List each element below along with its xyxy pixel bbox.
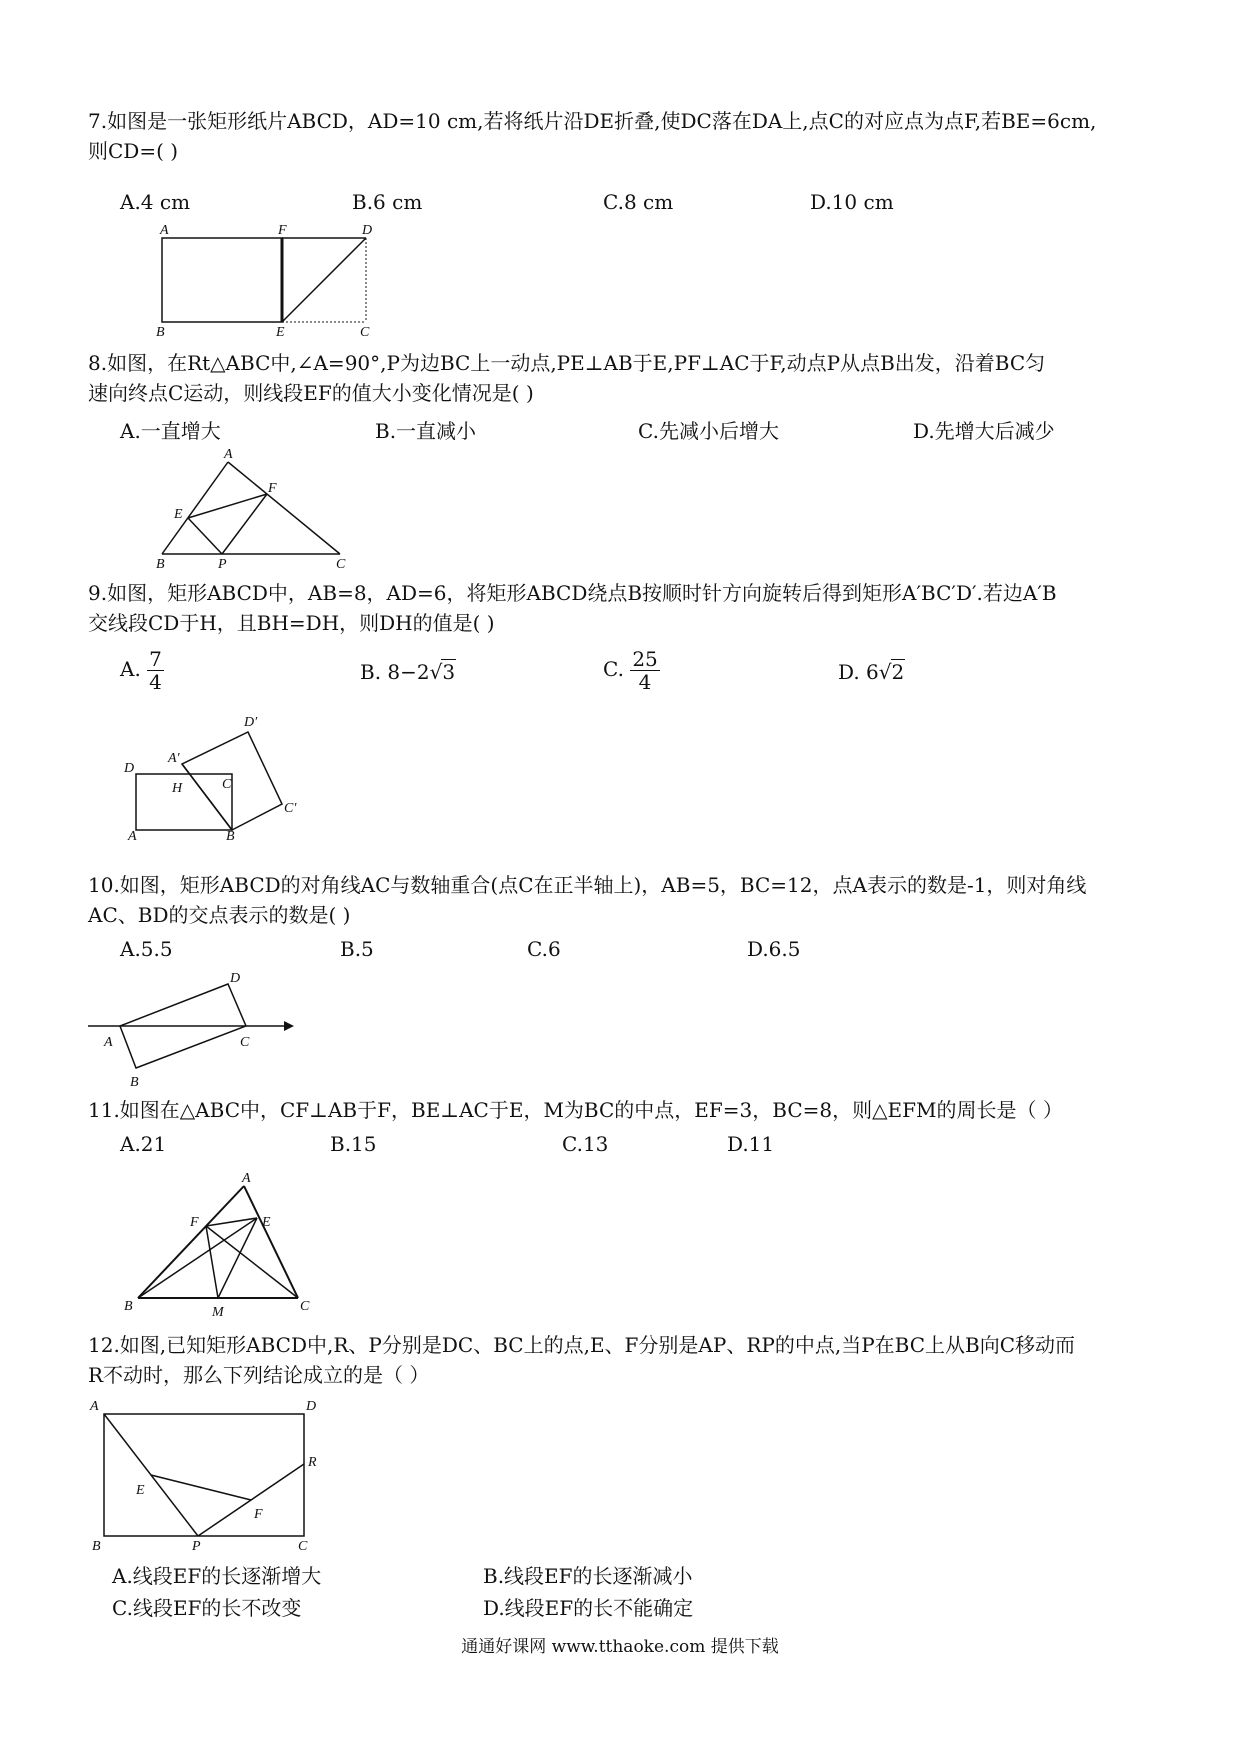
q12-label-d: D (306, 1399, 317, 1414)
question-7-stem (88, 106, 1168, 166)
q12-option-a: A.线段EF的长逐渐增大 (112, 1564, 322, 1588)
question-8-line1: 8.如图，在Rt△ABC中,∠A=90°,P为边BC上一动点,PE⊥AB于E,PF⊥AC于F,动点P从点B出发，沿着BC匀 (88, 351, 1046, 375)
question-11-line1: 11.如图在△ABC中，CF⊥AB于F，BE⊥AC于E，M为BC的中点，EF=3，BC=8，则△EFM的周长是（ ） (88, 1098, 1063, 1122)
question-7-line1: 7.如图是一张矩形纸片ABCD，AD=10 cm,若将纸片沿DE折叠,使DC落在DA上,点C的对应点为点F,若BE=6cm, (88, 109, 1097, 133)
q9-option-b: B. 8−2√3 (360, 660, 456, 684)
q8-label-c: C (336, 557, 346, 571)
q11-label-c: C (300, 1299, 310, 1314)
q12-label-p: P (192, 1539, 201, 1551)
q11-label-e: E (262, 1215, 271, 1230)
q8-option-c: C.先减小后增大 (638, 419, 779, 443)
q12-label-c: C (298, 1539, 308, 1551)
q10-figure (88, 966, 298, 1101)
q9-label-a: A (128, 829, 137, 842)
q9-label-c: C (222, 777, 232, 792)
q8-option-b: B.一直减小 (375, 419, 477, 443)
q11-option-d: D.11 (727, 1132, 775, 1156)
question-10-stem (88, 870, 1168, 930)
q7-label-e: E (276, 325, 285, 340)
q12-figure (88, 1396, 338, 1556)
question-12-stem (88, 1330, 1168, 1390)
q9-option-c: C. $\frac{25}{4}$ (603, 647, 658, 694)
question-8-line2: 速向终点C运动，则线段EF的值大小变化情况是( ) (88, 381, 534, 405)
q7-label-c: C (360, 325, 370, 340)
question-7-line2: 则CD=( ) (88, 139, 179, 163)
question-11-stem (88, 1095, 1168, 1125)
question-9-line2: 交线段CD于H，且BH=DH，则DH的值是( ) (88, 611, 495, 635)
q7-label-b: B (156, 325, 165, 340)
q11-label-a: A (242, 1171, 251, 1186)
q10-option-c: C.6 (527, 937, 561, 961)
q11-option-c: C.13 (562, 1132, 609, 1156)
q7-label-a: A (160, 223, 169, 238)
page-footer: 通通好课网 www.tthaoke.com 提供下载 (461, 1637, 779, 1657)
q8-option-d: D.先增大后减少 (913, 419, 1055, 443)
q10-option-d: D.6.5 (747, 937, 801, 961)
q9-option-c-fraction: $\frac{25}{4}$ (632, 647, 658, 694)
q7-option-c: C.8 cm (603, 190, 674, 214)
q7-option-a: A.4 cm (120, 190, 191, 214)
q7-figure (148, 222, 388, 347)
q11-label-b: B (124, 1299, 133, 1314)
q7-option-d: D.10 cm (810, 190, 894, 214)
question-10-line2: AC、BD的交点表示的数是( ) (88, 903, 351, 927)
q12-label-a: A (90, 1399, 99, 1414)
q12-label-r: R (308, 1455, 317, 1470)
q10-label-d: D (230, 971, 241, 986)
q9-label-d: D (124, 761, 135, 776)
q7-option-b: B.6 cm (352, 190, 423, 214)
q12-label-b: B (92, 1539, 101, 1551)
q12-option-c: C.线段EF的长不改变 (112, 1596, 302, 1620)
q11-figure (120, 1170, 320, 1325)
question-10-line1: 10.如图，矩形ABCD的对角线AC与数轴重合(点C在正半轴上)，AB=5，BC=12，点A表示的数是-1，则对角线 (88, 873, 1087, 897)
q9-option-a-fraction: $\frac{7}{4}$ (149, 647, 162, 694)
q7-label-f: F (278, 223, 287, 238)
question-12-line2: R不动时，那么下列结论成立的是（ ） (88, 1363, 430, 1387)
q9-label-c-prime: C′ (284, 801, 297, 816)
q9-option-d: D. 6√2 (838, 660, 905, 684)
q11-option-a: A.21 (120, 1132, 167, 1156)
q9-label-a-prime: A′ (168, 751, 180, 766)
q12-label-e: E (136, 1483, 145, 1498)
q9-figure (120, 712, 310, 847)
q10-option-a: A.5.5 (120, 937, 173, 961)
q8-label-b: B (156, 557, 165, 571)
q10-label-a: A (104, 1035, 113, 1050)
q8-figure (150, 446, 360, 576)
q12-label-f: F (254, 1507, 263, 1522)
q10-label-b: B (130, 1075, 139, 1090)
q11-label-f: F (190, 1215, 199, 1230)
question-9-line1: 9.如图，矩形ABCD中，AB=8，AD=6，将矩形ABCD绕点B按顺时针方向旋转后得到矩形A′BC′D′.若边A′B (88, 581, 1057, 605)
q8-label-p: P (218, 557, 227, 571)
q8-label-f: F (268, 481, 277, 496)
question-9-stem (88, 578, 1168, 638)
q8-label-e: E (174, 507, 183, 522)
q7-label-d: D (362, 223, 373, 238)
q9-label-d-prime: D′ (244, 715, 258, 730)
q11-option-b: B.15 (330, 1132, 377, 1156)
q9-option-a: A. $\frac{7}{4}$ (120, 647, 162, 694)
question-12-line1: 12.如图,已知矩形ABCD中,R、P分别是DC、BC上的点,E、F分别是AP、RP的中点,当P在BC上从B向C移动而 (88, 1333, 1076, 1357)
q9-label-b: B (226, 829, 235, 842)
q8-option-a: A.一直增大 (120, 419, 221, 443)
q10-label-c: C (240, 1035, 250, 1050)
q10-option-b: B.5 (340, 937, 374, 961)
question-8-stem (88, 348, 1168, 408)
q12-option-d: D.线段EF的长不能确定 (483, 1596, 694, 1620)
q12-option-b: B.线段EF的长逐渐减小 (483, 1564, 693, 1588)
q9-label-h: H (172, 781, 183, 796)
q8-label-a: A (224, 447, 233, 462)
q11-label-m: M (212, 1305, 224, 1320)
